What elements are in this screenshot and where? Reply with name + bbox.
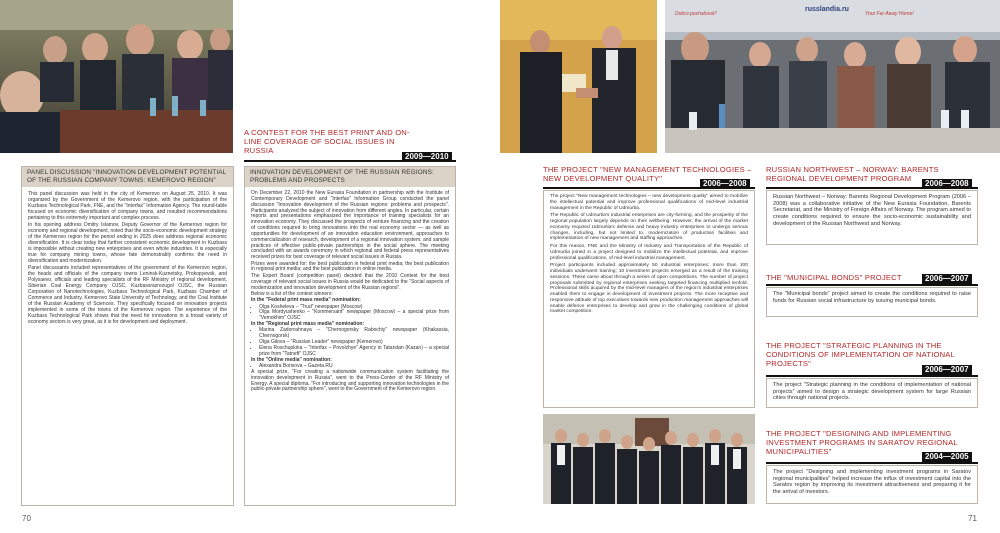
saratov-rule <box>766 462 978 464</box>
bonds-title: THE "MUNICIPAL BONDS" PROJECT <box>766 273 902 282</box>
management-paragraph: Project participants included approximately 50 industrial enterprises; more than 100 individuals underwent training; 10 investment projects emerged as a result of the training sessions. These came about through a series of open competitions. The number of project proposals submitted by regional enterprises seeking targeted financing multiplied tenfold. Professional skills acquired by the mid-level managers of the region's industrial enterprises enabled them to engage in development of investment projects. The more receptive and responsive attitude of top executives towards new production management approaches will enable defence enterprises to develop and grow in the challenging conditions of global market competition. <box>550 263 748 315</box>
contest-title: A CONTEST FOR THE BEST PRINT AND ON-LINE COVERAGE OF SOCIAL ISSUES IN RUSSIA <box>244 128 410 155</box>
panel-paragraph: In his opening address Dmitry Islamov, Deputy Governor of the Kemerovo region for economy and regional development, noted that the socio-economic development strategy of the Kemerovo region for the period ending in 2025 does address regional economic diversification. It is clear today that further consistent economic development in Kuzbass is impossible without creating new enterprises and even whole industries. It is especially true for company mining towns, whose fate demonstrably confirms the need in diversification and modernization. <box>28 221 227 265</box>
strategic-text-box: The project "Strategic planning in the conditions of implementation of national projects" aimed to design a strategic development system for large Russian cities through national projects. <box>766 378 978 408</box>
panel-paragraph: Panel discussants included representatives of the government of the Kemerovo region, the heads and officials of the company towns Leninsk-Kuznetsky, Prokopyevsk, and Polysaevo, officials and leading specialists of the RF Ministry of regional development, Siberian Coal Energy Company OJSC, Kuzbassrazrezugol OJSC, the Russian Corporation of Nanotechnologies, Kuzbass Technological Park, Kuzbass Chamber of Commerce and Industry, Kemerovo State University of Technology, and the Coal Institute of the Russian Academy of Sciences. They specifically focused on innovation projects implemented in some of the towns of the Kemerovo region. The experience of the Kuzbass Technological Park shows that the need for innovations in a broad variety of economy sectors is very great, as it is for development and deployment. <box>28 264 227 325</box>
audience-meeting-photo <box>665 0 1000 153</box>
banner-left-text: Dobro pozhalovat'! <box>675 11 717 17</box>
panel-discussion-body <box>22 187 233 330</box>
innovation-heading: INNOVATION DEVELOPMENT OF THE RUSSIAN REGIONS: PROBLEMS AND PROSPECTS <box>245 167 455 187</box>
innovation-paragraph: The Expert Board (competition panel) decided that the 2010 Contest for the best coverage of relevant social issues in Russia would be dedicated to the "Social aspects of modernization and innovation development of the Russian regions". <box>251 272 449 291</box>
regional-winners-list <box>251 328 449 357</box>
online-nomination-label: In the "Online media" nomination: <box>251 356 332 363</box>
winner-item: • Elena Roschupkina – "Interfax – Povolzhye" Agency in Tatarstan (Kazan) – a special prize from "Tatneft" OJSC <box>259 346 449 358</box>
innovation-development-card <box>244 166 456 506</box>
innovation-paragraph: On December 22, 2010 the New Eurasia Foundation in partnership with the Institute of Contemporary Development and "Interfax" Information Group conducted the panel discussion "Innovation development of the Russian regions: problems and prospects". Participants analyzed the subject of innovation from different angles. In particular, certain reports and presentations emphasized the importance of training specialists for an innovation economy. They discussed the prospects of venture financing and the creation of conditions required to bring innovations into the real economy sector — as well as opportunities for development of an innovation education environment, approaches to commercialization of research, development of a regional innovation system, and sample practices of effective public-private partnerships in the social sphere. The meeting concluded with an awards ceremony in which regional and federal press representatives received prizes for best coverage of relevant social issues in Russia. <box>251 190 449 261</box>
winner-item: • Olga Gilova – "Russian Leader" newspaper (Kemerovo) <box>259 340 449 346</box>
strategic-years-badge: 2006—2007 <box>922 365 972 375</box>
winner-item: • Marina Zadoroзhnaya – "Chernogorsky Rabochiy" newspaper (Khakassia, Chernogorsk) <box>259 328 449 340</box>
winner-item: • Alexandra Borisova – Gazeta.RU <box>259 364 449 370</box>
group-portrait-photo <box>543 414 755 504</box>
award-handshake-photo <box>500 0 657 153</box>
management-text-box <box>543 190 755 408</box>
page-number-left: 70 <box>22 514 31 523</box>
strategic-title: THE PROJECT "STRATEGIC PLANNING IN THE CONDITIONS OF IMPLEMENTATION OF NATIONAL PROJECTS" <box>766 341 955 368</box>
panel-discussion-heading: PANEL DISCUSSION "INNOVATION DEVELOPMENT POTENTIAL OF THE RUSSIAN COMPANY TOWNS: KEMEROVO REGION" <box>22 167 233 187</box>
strategic-rule <box>766 375 978 377</box>
winner-item: • Olga Mordyushenko – "Kommersant" newspaper (Moscow) – a special prize from "Vemokhim" OJSC <box>259 310 449 322</box>
winner-item: • Olga Kosheleva – "Trud" newspaper (Moscow) <box>259 305 449 311</box>
panel-discussion-card <box>21 166 234 506</box>
regional-nomination-label: In the "Regional print mass media" nomination: <box>251 321 365 328</box>
contest-years-badge: 2009—2010 <box>402 152 452 162</box>
banner-right-text: Your Far Away Home! <box>865 11 914 17</box>
innovation-closing: A special prize, "For creating a nationwide communication system facilitating the innovation development in Russia", went to the Press-Center of the RF Ministry of Energy. A special diploma, "For introducing and supporting innovation technologies in the public-private partnership sphere", went to the Government of the Kemerovo region. <box>251 368 449 393</box>
federal-winners-list <box>251 305 449 323</box>
innovation-paragraph: Prizes were awarded for: the best publication in federal print media; the best publication in regional print media; and the best publication in online media. <box>251 260 449 273</box>
saratov-years-badge: 2004—2005 <box>922 452 972 462</box>
banner-site-text: russlandia.ru <box>805 6 849 13</box>
page-number-right: 71 <box>968 514 977 523</box>
northwest-text-box: Russian Northwest – Norway: Barents Regional Development Program (2006 – 2008) was a collaborative initiative of the New Eurasia Foundation, Barents Secretariat, and the Ministry of Foreign Affairs of Norway. The program aimed to create conditions required to ensure the socio-economic sustainability and development of the Russian Northwest and Norway. <box>766 190 978 245</box>
innovation-paragraph: Below is a list of the contest winners: <box>251 290 333 297</box>
management-paragraph: The project "New management technologies – new development quality" aimed to mobilize the intellectual potential and improve professional qualifications of mid-level industrial management in the Republic of Udmurtia. <box>550 194 748 211</box>
federal-nomination-label: In the "Federal print mass media" nomination: <box>251 297 361 304</box>
management-paragraph: The Republic of Udmurtia's industrial enterprises are city-forming, and the prosperity of the regional population largely depends on their wellbeing. However, the arrival of the market economy required Udmurtia's defense and heavy industry enterprises to undergo serious changes, including, but not limited to, modernization of production facilities and implementation of new management and staffing approaches. <box>550 213 748 242</box>
management-title: THE PROJECT "NEW MANAGEMENT TECHNOLOGIES – NEW DEVELOPMENT QUALITY" <box>543 165 752 183</box>
innovation-body <box>245 187 455 398</box>
management-years-badge: 2006—2008 <box>700 179 750 189</box>
northwest-years-badge: 2006—2008 <box>922 179 972 189</box>
management-paragraph: For this reason, FNE and the Ministry of Industry and Transportation of the Republic of Udmurtia joined in a project designed to mobilize the intellectual potential, and improve professional qualifications, of mid-level industrial management. <box>550 244 748 261</box>
saratov-text-box: The project "Designing and implementing investment programs in Saratov regional municipalities" helped increase the influx of investment capital into the Saratov region by improving its investment attractiveness and preparing it for the arrival of investors. <box>766 465 978 504</box>
bonds-years-badge: 2006—2007 <box>922 274 972 284</box>
bonds-text-box: The "Municipal bonds" project aimed to create the conditions required to raise funds for Russian social infrastructure by issuing municipal bonds. <box>766 287 978 317</box>
bonds-rule <box>766 284 978 286</box>
saratov-title: THE PROJECT "DESIGNING AND IMPLEMENTING INVESTMENT PROGRAMS IN SARATOV REGIONAL MUNICIPALITIES" <box>766 429 958 456</box>
panel-paragraph: This panel discussion was held in the city of Kemerovo on August 25, 2010. It was organized by the Government of the Kemerovo region, with the participation of the Kuzbass Technological Park, FNE, and the "Interfax" Information Agency. The round-table focused on economic diversification of company towns, and resulted recommendations pertaining to this extremely important and complex process. <box>28 191 227 222</box>
conference-panel-photo <box>0 0 233 153</box>
northwest-title: RUSSIAN NORTHWEST – NORWAY: BARENTS REGIONAL DEVELOPMENT PROGRAM <box>766 165 939 183</box>
